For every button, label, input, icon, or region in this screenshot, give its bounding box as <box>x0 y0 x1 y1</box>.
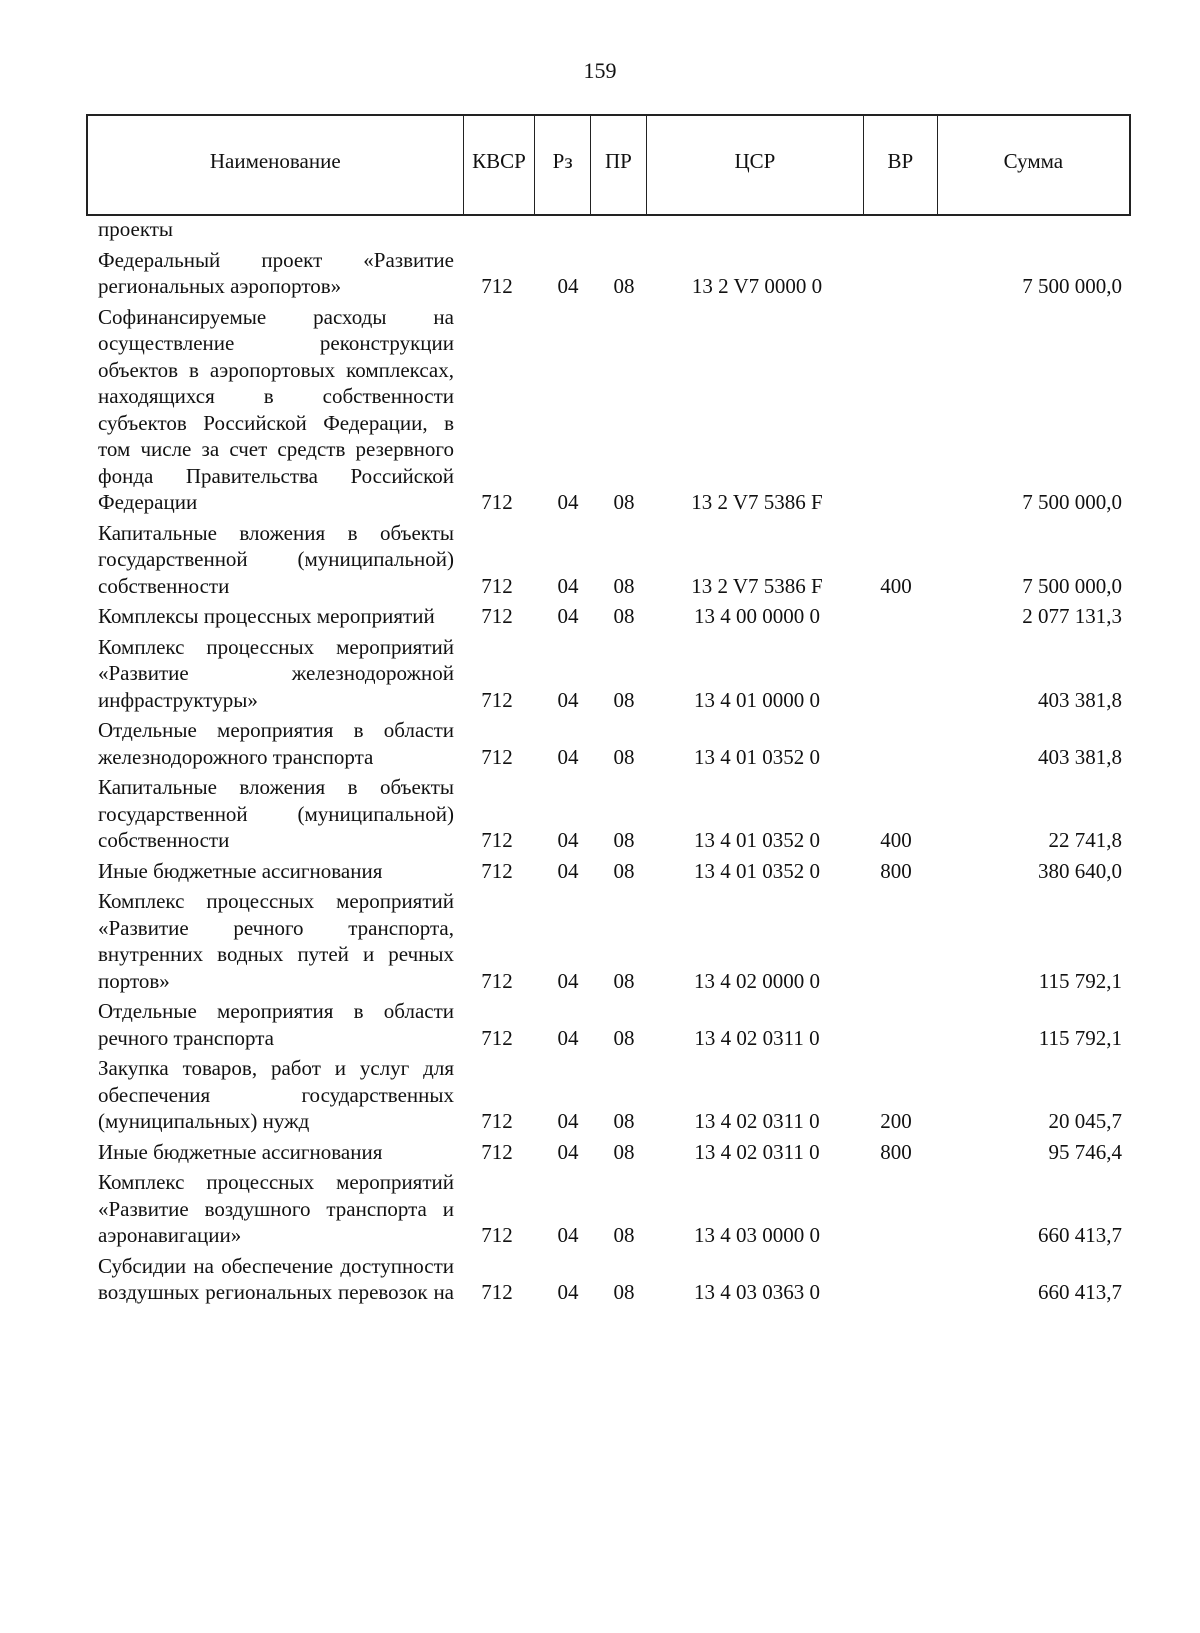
row-csr: 13 4 02 0311 0 <box>694 1109 820 1133</box>
row-csr: 13 2 V7 5386 F <box>691 573 823 598</box>
row-rz: 04 <box>557 1025 579 1050</box>
table-row <box>86 774 1131 854</box>
row-sum: 380 640,0 <box>1038 858 1122 883</box>
table-header <box>86 114 1131 216</box>
table-row <box>86 520 1131 600</box>
row-pr: 08 <box>613 490 635 514</box>
table-row <box>86 634 1131 714</box>
row-kvsr: 712 <box>481 490 513 514</box>
row-csr: 13 2 V7 0000 0 <box>691 274 823 298</box>
row-vr: 400 <box>880 828 912 852</box>
row-rz: 04 <box>557 573 579 598</box>
row-pr: 08 <box>613 968 635 993</box>
row-name: Субсидии на обеспечение доступности воздушных региональных перевозок на <box>98 1253 454 1304</box>
header-name: Наименование <box>88 116 464 214</box>
row-csr: 13 4 02 0000 0 <box>694 968 820 993</box>
row-name: Комплекс процессных мероприятий «Развитие воздушного транспорта и аэронавигации» <box>98 1170 454 1247</box>
row-kvsr: 712 <box>481 1025 513 1050</box>
row-csr: 13 4 02 0311 0 <box>694 1139 820 1164</box>
header-vr: ВР <box>864 116 938 214</box>
table-row <box>86 998 1131 1051</box>
row-pr: 08 <box>613 1109 635 1133</box>
row-name: Федеральный проект «Развитие региональных аэропортов» <box>98 247 454 298</box>
row-sum: 403 381,8 <box>1038 687 1122 712</box>
row-rz: 04 <box>557 858 579 883</box>
row-sum: 115 792,1 <box>1038 1025 1122 1050</box>
row-kvsr: 712 <box>481 1223 513 1247</box>
row-kvsr: 712 <box>481 274 513 298</box>
table-body <box>86 216 1131 1310</box>
row-kvsr: 712 <box>481 968 513 993</box>
row-name: Комплекс процессных мероприятий «Развитие речного транспорта, внутренних водных путей и речных портов» <box>98 889 454 993</box>
row-rz: 04 <box>557 828 579 852</box>
table-row <box>86 304 1131 516</box>
row-rz: 04 <box>557 490 579 514</box>
table-row <box>86 858 1131 885</box>
row-sum: 660 413,7 <box>1038 1223 1122 1247</box>
row-rz: 04 <box>557 1139 579 1164</box>
row-csr: 13 4 03 0000 0 <box>694 1223 820 1247</box>
row-name: Иные бюджетные ассигнования <box>98 858 383 883</box>
row-kvsr: 712 <box>481 858 513 883</box>
row-csr: 13 4 01 0352 0 <box>694 858 820 883</box>
row-csr: 13 4 03 0363 0 <box>694 1280 820 1304</box>
row-kvsr: 712 <box>481 1280 513 1304</box>
row-name: Закупка товаров, работ и услуг для обеспечения государственных (муниципальных) нужд <box>98 1056 454 1133</box>
row-csr: 13 4 02 0311 0 <box>694 1025 820 1050</box>
row-sum: 95 746,4 <box>1048 1139 1122 1164</box>
row-sum: 115 792,1 <box>1038 968 1122 993</box>
header-csr: ЦСР <box>647 116 864 214</box>
row-rz: 04 <box>557 687 579 712</box>
table-row <box>86 1253 1131 1306</box>
row-sum: 2 077 131,3 <box>1022 604 1122 628</box>
header-pr: ПР <box>591 116 647 214</box>
table-row <box>86 603 1131 630</box>
row-rz: 04 <box>557 604 579 628</box>
row-kvsr: 712 <box>481 1109 513 1133</box>
row-name: Софинансируемые расходы на осуществление реконструкции объектов в аэропортовых комплексах, находящихся в собственности субъектов Российской Федерации, в том числе за счет средств резервного фонда Правительства Российской Федерации <box>98 304 454 514</box>
row-rz: 04 <box>557 274 579 298</box>
row-name: Капитальные вложения в объекты государственной (муниципальной) собственности <box>98 775 454 852</box>
row-sum: 22 741,8 <box>1048 828 1122 852</box>
table-row <box>86 888 1131 994</box>
row-csr: 13 4 01 0352 0 <box>694 744 820 769</box>
row-pr: 08 <box>613 274 635 298</box>
row-csr: 13 4 00 0000 0 <box>694 604 820 628</box>
row-name: Комплекс процессных мероприятий «Развитие железнодорожной инфраструктуры» <box>98 634 454 712</box>
row-name: Отдельные мероприятия в области речного транспорта <box>98 999 454 1050</box>
page-number: 159 <box>583 58 617 83</box>
header-sum: Сумма <box>1003 148 1064 173</box>
row-pr: 08 <box>613 1139 635 1164</box>
row-pr: 08 <box>613 573 635 598</box>
header-kvsr: КВСР <box>464 116 536 214</box>
row-vr: 400 <box>880 573 912 598</box>
row-rz: 04 <box>557 744 579 769</box>
row-sum: 403 381,8 <box>1038 744 1122 769</box>
row-rz: 04 <box>557 1109 579 1133</box>
row-csr: 13 4 01 0352 0 <box>694 828 820 852</box>
row-rz: 04 <box>557 1223 579 1247</box>
row-name: Отдельные мероприятия в области железнодорожного транспорта <box>98 718 454 769</box>
row-name: Капитальные вложения в объекты государственной (муниципальной) собственности <box>98 520 454 598</box>
row-sum: 7 500 000,0 <box>1022 490 1122 514</box>
row-pr: 08 <box>613 1025 635 1050</box>
row-pr: 08 <box>613 604 635 628</box>
row-sum: 660 413,7 <box>1038 1280 1122 1304</box>
row-kvsr: 712 <box>481 687 513 712</box>
table-row <box>86 247 1131 300</box>
table-row <box>86 1139 1131 1166</box>
row-rz: 04 <box>557 968 579 993</box>
table-row <box>86 216 1131 243</box>
row-kvsr: 712 <box>481 1139 513 1164</box>
row-vr: 800 <box>880 858 912 883</box>
row-vr: 800 <box>880 1139 912 1164</box>
row-sum: 7 500 000,0 <box>1022 274 1122 298</box>
row-kvsr: 712 <box>481 828 513 852</box>
row-sum: 20 045,7 <box>1048 1109 1122 1133</box>
row-sum: 7 500 000,0 <box>1022 573 1122 598</box>
row-pr: 08 <box>613 1280 635 1304</box>
row-vr: 200 <box>880 1109 912 1133</box>
row-name: Комплексы процессных мероприятий <box>98 604 435 628</box>
table-row <box>86 1055 1131 1135</box>
row-csr: 13 4 01 0000 0 <box>694 687 820 712</box>
row-rz: 04 <box>557 1280 579 1304</box>
table-row <box>86 1169 1131 1249</box>
row-name: проекты <box>98 217 174 241</box>
row-pr: 08 <box>613 828 635 852</box>
table-row <box>86 717 1131 770</box>
row-kvsr: 712 <box>481 744 513 769</box>
row-pr: 08 <box>613 1223 635 1247</box>
row-kvsr: 712 <box>481 604 513 628</box>
header-rz: Рз <box>535 116 591 214</box>
row-kvsr: 712 <box>481 573 513 598</box>
row-pr: 08 <box>613 858 635 883</box>
row-pr: 08 <box>613 744 635 769</box>
row-csr: 13 2 V7 5386 F <box>691 490 823 514</box>
row-name: Иные бюджетные ассигнования <box>98 1139 383 1164</box>
row-pr: 08 <box>613 687 635 712</box>
